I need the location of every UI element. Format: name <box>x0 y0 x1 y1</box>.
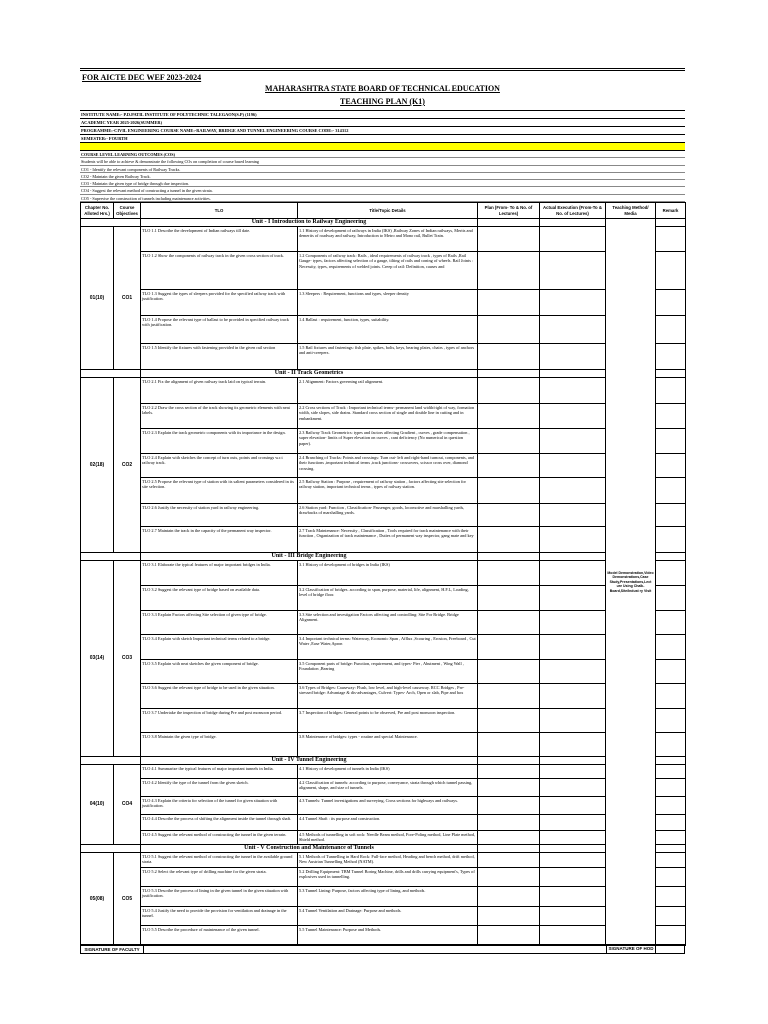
table-row <box>81 815 686 831</box>
unit-title: Unit - V Construction and Maintenance of Tunnels <box>141 845 478 853</box>
table-row <box>81 378 686 404</box>
plan-cell <box>478 586 540 611</box>
unit-plan-cell <box>478 845 540 853</box>
plan-cell <box>478 853 540 868</box>
table-row <box>81 561 686 586</box>
tlo-cell: TLO 5.1 Suggest the relevant method of constructing the tunnel in the available ground strata. <box>141 853 298 868</box>
tlo-cell: TLO 2.6 Justify the necessity of station yard in railway engineering. <box>141 504 298 527</box>
actual-cell <box>540 765 606 779</box>
tlo-cell: TLO 3.2 Suggest the relevant type of bridge based on available data. <box>141 586 298 611</box>
actual-cell <box>540 779 606 797</box>
table-row <box>81 853 686 868</box>
topic-cell: 5.4 Tunnel Ventilation and Drainage: Purpose and methods. <box>298 907 478 926</box>
plan-cell <box>478 635 540 660</box>
table-row <box>81 797 686 815</box>
unit-actual-cell <box>540 757 606 765</box>
plan-cell <box>478 252 540 290</box>
topic-cell: 4.3 Tunnels: Tunnel investigations and surveying, Cross sections for highways and railways. <box>298 797 478 815</box>
board-title: MAHARASHTRA STATE BOARD OF TECHNICAL EDUCATION <box>265 84 500 93</box>
remark-cell <box>656 378 686 404</box>
actual-cell <box>540 831 606 845</box>
tlo-cell: TLO 1.5 Identify the fixtures with fastening provided in the given rail section <box>141 344 298 370</box>
plan-title: TEACHING PLAN (K1) <box>340 97 425 106</box>
actual-cell <box>540 733 606 757</box>
actual-cell <box>540 853 606 868</box>
actual-cell <box>540 586 606 611</box>
col-objectives: Course Objectives <box>114 203 141 219</box>
unit-remark-cell <box>656 845 686 853</box>
signature-hod: SIGNATURE OF HOD <box>606 944 656 954</box>
topic-cell: 5.2 Drilling Equipment: TBM Tunnel Boring Machine, drills and drills carrying equipment's, Types of explosives used in tunnelling. <box>298 868 478 887</box>
topic-cell: 3.6 Types of Bridges: Causeway: Flush, low level, and high-level causeway. RCC Bridges , Pre-stressed bridge: Advantage & dis-advantages, Culvert: Types- Arch, Open or slab, Pipe and box <box>298 684 478 709</box>
tlo-cell: TLO 4.3 Explain the criteria for selection of the tunnel for given situation with justification. <box>141 797 298 815</box>
remark-cell <box>656 429 686 454</box>
tlo-cell: TLO 5.2 Select the relevant type of drilling machine for the given strata. <box>141 868 298 887</box>
tlo-cell: TLO 4.2 Identify the type of the tunnel from the given sketch. <box>141 779 298 797</box>
tlo-cell: TLO 3.3 Explain Factors affecting Site selection of given type of bridge. <box>141 611 298 635</box>
topic-cell: 3.5 Component parts of bridge: Function, requirement, and types- Pier , Abutment , Wing Wall , Foundation ,Bearing <box>298 660 478 684</box>
tlo-cell: TLO 3.6 Suggest the relevant type of bridge to be used in the given situation. <box>141 684 298 709</box>
remark-cell <box>656 868 686 887</box>
remark-cell <box>656 454 686 478</box>
teaching-plan-table <box>80 202 686 946</box>
tlo-cell: TLO 2.1 Fix the alignment of given railway track laid on typical terrain. <box>141 378 298 404</box>
remark-cell <box>656 797 686 815</box>
unit-title-row <box>81 219 686 227</box>
unit-title: Unit - IV Tunnel Engineering <box>141 757 478 765</box>
actual-cell <box>540 478 606 504</box>
tlo-cell: TLO 1.3 Suggest the types of sleepers provided for the specified railway track with justification. <box>141 290 298 316</box>
cos-intro: Students will be able to achieve & demonstrate the following COs on completion of course based learning <box>80 158 685 165</box>
tlo-cell: TLO 3.4 Explain with sketch Important technical terms related to a bridge. <box>141 635 298 660</box>
unit-title: Unit - III Bridge Engineering <box>141 553 478 561</box>
actual-cell <box>540 378 606 404</box>
plan-cell <box>478 429 540 454</box>
topic-cell: 5.3 Tunnel Lining: Purpose, factors affecting type of lining, and methods. <box>298 887 478 907</box>
actual-cell <box>540 635 606 660</box>
tlo-cell: TLO 3.8 Maintain the given type of bridge. <box>141 733 298 757</box>
plan-cell <box>478 815 540 831</box>
co-item: CO5 - Supervise the construction of tunnels including maintenance activities. <box>80 195 685 202</box>
co-item: CO4 - Suggest the relevant method of constructing a tunnel in the given strata. <box>80 187 685 194</box>
topic-cell: 4.5 Methods of tunnelling in soft rock: Needle Beam method, Fore-Poling method, Line Plate method, Shield method. <box>298 831 478 845</box>
chapter-hours: 02(18) <box>81 378 114 553</box>
unit-plan-cell <box>478 757 540 765</box>
course-objective: CO2 <box>114 378 141 553</box>
remark-cell <box>656 684 686 709</box>
unit-actual-cell <box>540 845 606 853</box>
table-row <box>81 660 686 684</box>
topic-cell: 4.2 Classification of tunnels: according to purpose, conveyance, strata through which tunnel passing, alignment, shape, and size of tunnels. <box>298 779 478 797</box>
unit-blank-cell <box>81 553 141 561</box>
plan-cell <box>478 504 540 527</box>
actual-cell <box>540 404 606 429</box>
tlo-cell: TLO 2.7 Maintain the track in the capacity of the permanent way inspector. <box>141 527 298 553</box>
chapter-hours: 01(10) <box>81 227 114 370</box>
plan-cell <box>478 926 540 946</box>
actual-cell <box>540 344 606 370</box>
unit-blank-cell <box>81 370 141 378</box>
course-objective: CO4 <box>114 765 141 845</box>
topic-cell: 3.3 Site selection and investigation Factors affecting and controlling: Site For Bridge. Bridge Alignment. <box>298 611 478 635</box>
remark-cell <box>656 635 686 660</box>
topic-cell: 3.8 Maintenance of bridges: types - routine and special Maintenance. <box>298 733 478 757</box>
unit-actual-cell <box>540 370 606 378</box>
plan-cell <box>478 684 540 709</box>
co-item: CO2 - Maintain the given Railway Track. <box>80 173 685 180</box>
table-row <box>81 868 686 887</box>
col-plan: Plan (From- To & No. of Lectures) <box>478 203 540 219</box>
plan-cell <box>478 611 540 635</box>
table-row <box>81 527 686 553</box>
actual-cell <box>540 429 606 454</box>
plan-cell <box>478 907 540 926</box>
tlo-cell: TLO 3.7 Undertake the inspection of bridge during Pre and post monsoon period. <box>141 709 298 733</box>
topic-cell: 1.2 Components of railway track: Rails , ideal requirements of railway track , types of Rails ,Rail Gauge- types, factors affecting selection of a gauge, tilting of rails and coning of wheels. Rail Joints : Necessity, types, requirements of welded joints. Creep of rail: Definition, causes and <box>298 252 478 290</box>
topic-cell: 2.5 Railway Station : Purpose , requirement of railway station , factors affecting site selection for railway station, important technical terms , types of railway station. <box>298 478 478 504</box>
topic-cell: 1.1 History of development of railways in India (IKS) ,Railway Zones of Indian railways, Merits and demerits of roadway and railway, Introduction to Metro and Mono rail, Bullet Train. <box>298 227 478 252</box>
plan-cell <box>478 660 540 684</box>
actual-cell <box>540 709 606 733</box>
table-row <box>81 926 686 946</box>
remark-cell <box>656 709 686 733</box>
actual-cell <box>540 561 606 586</box>
plan-cell <box>478 765 540 779</box>
actual-cell <box>540 797 606 815</box>
table-row <box>81 635 686 660</box>
unit-plan-cell <box>478 370 540 378</box>
tlo-cell: TLO 4.4 Describe the process of shifting the alignment inside the tunnel through shaft. <box>141 815 298 831</box>
col-remark: Remark <box>656 203 686 219</box>
actual-cell <box>540 926 606 946</box>
table-row <box>81 478 686 504</box>
course-objective: CO5 <box>114 853 141 946</box>
topic-cell: 2.7 Track Maintenance: Necessity , Classification , Tools required for track maintenance with their function , Organization of track maintenance , Duties of permanent way inspector, gang mate and key <box>298 527 478 553</box>
unit-plan-cell <box>478 219 540 227</box>
institute-name: INSTITUTE NAME:- P.D.PATIL INSTITUTE OF POLYTECHNIC TALEGAON(S.P) (1196) <box>80 111 685 119</box>
table-row <box>81 831 686 845</box>
co-item: CO1 - Identify the relevant components of Railway Tracks. <box>80 166 685 173</box>
topic-cell: 2.6 Station yard: Function , Classification- Passenger, goods, locomotive and marshalling yards, drawbacks of marshalling yards. <box>298 504 478 527</box>
table-row <box>81 252 686 290</box>
plan-cell <box>478 478 540 504</box>
unit-blank-cell <box>81 757 141 765</box>
unit-title-row <box>81 370 686 378</box>
table-row <box>81 684 686 709</box>
plan-cell <box>478 316 540 344</box>
remark-cell <box>656 586 686 611</box>
course-objective: CO3 <box>114 561 141 757</box>
document-header <box>80 71 685 111</box>
plan-cell <box>478 797 540 815</box>
unit-remark-cell <box>656 757 686 765</box>
remark-cell <box>656 926 686 946</box>
actual-cell <box>540 868 606 887</box>
plan-cell <box>478 561 540 586</box>
actual-cell <box>540 227 606 252</box>
remark-cell <box>656 887 686 907</box>
table-row <box>81 454 686 478</box>
tlo-cell: TLO 4.1 Summarize the typical features of major important tunnels in India. <box>141 765 298 779</box>
topic-cell: 1.4 Ballast : requirement, function, types, suitability. <box>298 316 478 344</box>
signature-row <box>80 944 685 954</box>
plan-cell <box>478 831 540 845</box>
unit-blank-cell <box>81 845 141 853</box>
topic-cell: 3.2 Classification of bridges. according to span, purpose, material, life, alignment, H.F.L, Loading, level of bridge floor. <box>298 586 478 611</box>
programme-line: PROGRAMME:-CIVIL ENGINEERING COURSE NAME:-RAILWAY, BRIDGE AND TUNNEL ENGINEERING COURSE CODE:- 314312 <box>80 127 685 135</box>
actual-cell <box>540 684 606 709</box>
table-row <box>81 404 686 429</box>
topic-cell: 1.5 Rail fixtures and fastenings: fish plate, spikes, bolts, keys, bearing plates, chairs , types of anchors and anti-creepers. <box>298 344 478 370</box>
actual-cell <box>540 252 606 290</box>
remark-cell <box>656 344 686 370</box>
chapter-hours: 04(10) <box>81 765 114 845</box>
table-row <box>81 709 686 733</box>
chapter-hours: 03(14) <box>81 561 114 757</box>
actual-cell <box>540 316 606 344</box>
actual-cell <box>540 290 606 316</box>
table-row <box>81 611 686 635</box>
plan-cell <box>478 454 540 478</box>
topic-cell: 3.1 History of development of bridges in India (IKS) <box>298 561 478 586</box>
teaching-plan-sheet <box>80 68 685 946</box>
actual-cell <box>540 611 606 635</box>
unit-actual-cell <box>540 219 606 227</box>
table-row <box>81 504 686 527</box>
actual-cell <box>540 527 606 553</box>
table-row <box>81 765 686 779</box>
table-row <box>81 907 686 926</box>
tlo-cell: TLO 2.4 Explain with sketches the concept of turn outs, points and crossings w.r.t railway track. <box>141 454 298 478</box>
chapter-hours: 05(08) <box>81 853 114 946</box>
topic-cell: 2.2 Cross sections of Track : Important technical terms- permanent land width/right of way, formation width, side slopes, side drains. Standard cross section of single and double line in cutting and in embankment. <box>298 404 478 429</box>
remark-cell <box>656 561 686 586</box>
unit-plan-cell <box>478 553 540 561</box>
remark-cell <box>656 504 686 527</box>
topic-cell: 2.3 Railway Track Geometrics: types and factors affecting Gradient , curves , grade compensation , super elevation- limits of Super elevation on curves , cant deficiency (No numerical in question paper). <box>298 429 478 454</box>
table-row <box>81 290 686 316</box>
highlight-band <box>80 143 685 151</box>
semester-line: SEMESTER:- FOURTH <box>80 135 685 143</box>
plan-cell <box>478 290 540 316</box>
topic-cell: 5.5 Tunnel Maintenance: Purpose and Methods. <box>298 926 478 946</box>
plan-cell <box>478 344 540 370</box>
table-row <box>81 344 686 370</box>
topic-cell: 5.1 Methods of Tunnelling in Hard Rock: Full-face method, Heading and bench method, drift method, New Austrian Tunnelling Method (NATM). <box>298 853 478 868</box>
tlo-cell: TLO 5.5 Describe the procedure of maintenance of the given tunnel. <box>141 926 298 946</box>
remark-cell <box>656 660 686 684</box>
table-row <box>81 316 686 344</box>
tlo-cell: TLO 1.1 Describe the development of Indian railways till date. <box>141 227 298 252</box>
topic-cell: 2.1 Alignment: Factors governing rail alignment. <box>298 378 478 404</box>
remark-cell <box>656 765 686 779</box>
remark-cell <box>656 907 686 926</box>
remark-cell <box>656 227 686 252</box>
unit-remark-cell <box>656 370 686 378</box>
remark-cell <box>656 290 686 316</box>
remark-cell <box>656 527 686 553</box>
aicte-label: FOR AICTE DEC WEF 2023-2024 <box>82 73 202 82</box>
unit-title: Unit - I Introduction to Railway Engineering <box>141 219 478 227</box>
table-row <box>81 733 686 757</box>
tlo-cell: TLO 5.4 Justify the need to provide the provision for ventilation and drainage in the tunnel. <box>141 907 298 926</box>
plan-cell <box>478 887 540 907</box>
actual-cell <box>540 815 606 831</box>
topic-cell: 3.4 Important technical terms: Waterway, Economic Span , Afflux ,Scouring , Erosion, Freeboard , Cut Water ,Ease Water,Apron <box>298 635 478 660</box>
table-row <box>81 227 686 252</box>
tlo-cell: TLO 2.3 Explain the track geometric components with its importance in the design. <box>141 429 298 454</box>
plan-cell <box>478 733 540 757</box>
academic-year: ACADEMIC YEAR 2025-2026(SUMMER) <box>80 119 685 127</box>
unit-title-row <box>81 553 686 561</box>
actual-cell <box>540 907 606 926</box>
col-tlo: TLO <box>141 203 298 219</box>
table-row <box>81 887 686 907</box>
table-row <box>81 586 686 611</box>
remark-cell <box>656 853 686 868</box>
topic-cell: 3.7 Inspection of bridges: General points to be observed, Pre and post monsoon inspection. <box>298 709 478 733</box>
col-chapter: Chapter No. Alloted Hrs.) <box>81 203 114 219</box>
remark-cell <box>656 316 686 344</box>
unit-title-row <box>81 757 686 765</box>
remark-cell <box>656 733 686 757</box>
actual-cell <box>540 887 606 907</box>
course-objective: CO1 <box>114 227 141 370</box>
remark-cell <box>656 831 686 845</box>
col-actual: Actual Execution (From-To & No. of Lectures) <box>540 203 606 219</box>
plan-cell <box>478 779 540 797</box>
remark-cell <box>656 611 686 635</box>
tlo-cell: TLO 1.4 Propose the relevant type of ballast to be provided in specified railway track with justification. <box>141 316 298 344</box>
unit-remark-cell <box>656 553 686 561</box>
table-row <box>81 429 686 454</box>
unit-remark-cell <box>656 219 686 227</box>
remark-cell <box>656 252 686 290</box>
plan-cell <box>478 709 540 733</box>
col-title: Title/Topic Details <box>298 203 478 219</box>
topic-cell: 4.4 Tunnel Shaft : its purpose and construction. <box>298 815 478 831</box>
actual-cell <box>540 660 606 684</box>
co-item: CO3 - Maintain the given type of bridge through due inspection. <box>80 180 685 187</box>
topic-cell: 4.1 History of development of tunnels in India (IKS) <box>298 765 478 779</box>
plan-cell <box>478 378 540 404</box>
remark-cell <box>656 404 686 429</box>
unit-title-row <box>81 845 686 853</box>
tlo-cell: TLO 3.1 Elaborate the typical features of major important bridges in India. <box>141 561 298 586</box>
plan-cell <box>478 404 540 429</box>
plan-cell <box>478 527 540 553</box>
tlo-cell: TLO 5.3 Describe the process of lining in the given tunnel in the given situation with justification. <box>141 887 298 907</box>
topic-cell: 2.4 Branching of Tracks: Points and crossings: Turn out- left and right-hand turnout, components, and their functions ,important technical terms ,track junctions- crossovers, scissor cross over, diamond crossing. <box>298 454 478 478</box>
plan-cell <box>478 868 540 887</box>
actual-cell <box>540 454 606 478</box>
remark-cell <box>656 779 686 797</box>
actual-cell <box>540 504 606 527</box>
cos-heading: COURSE LEVEL LEARNING OUTCOMES (COS) <box>80 151 685 158</box>
unit-title: Unit - II Track Geometrics <box>141 370 478 378</box>
table-header-row <box>81 203 686 219</box>
tlo-cell: TLO 4.5 Suggest the relevant method of constructing the tunnel in the given terrain. <box>141 831 298 845</box>
tlo-cell: TLO 2.2 Draw the cross section of the track showing its geometric elements with neat labels. <box>141 404 298 429</box>
unit-actual-cell <box>540 553 606 561</box>
remark-cell <box>656 815 686 831</box>
tlo-cell: TLO 3.5 Explain with neat sketches the given component of bridge. <box>141 660 298 684</box>
signature-faculty: SIGNATURE OF FACULTY <box>80 944 144 954</box>
tlo-cell: TLO 2.5 Propose the relevant type of station with its salient parameters considered in its site selection. <box>141 478 298 504</box>
remark-cell <box>656 478 686 504</box>
unit-blank-cell <box>81 219 141 227</box>
plan-cell <box>478 227 540 252</box>
table-row <box>81 779 686 797</box>
col-method: Teaching Method/ Media <box>606 203 656 219</box>
topic-cell: 1.3 Sleepers : Requirement, functions and types, sleeper density <box>298 290 478 316</box>
tlo-cell: TLO 1.2 Show the components of railway track in the given cross section of track. <box>141 252 298 290</box>
teaching-method: Model Demonstration,Video Demonstrations,Case Study,Presentations,Lect ure Using Chalk-Board,Site/Indust ry Visit <box>606 219 656 946</box>
